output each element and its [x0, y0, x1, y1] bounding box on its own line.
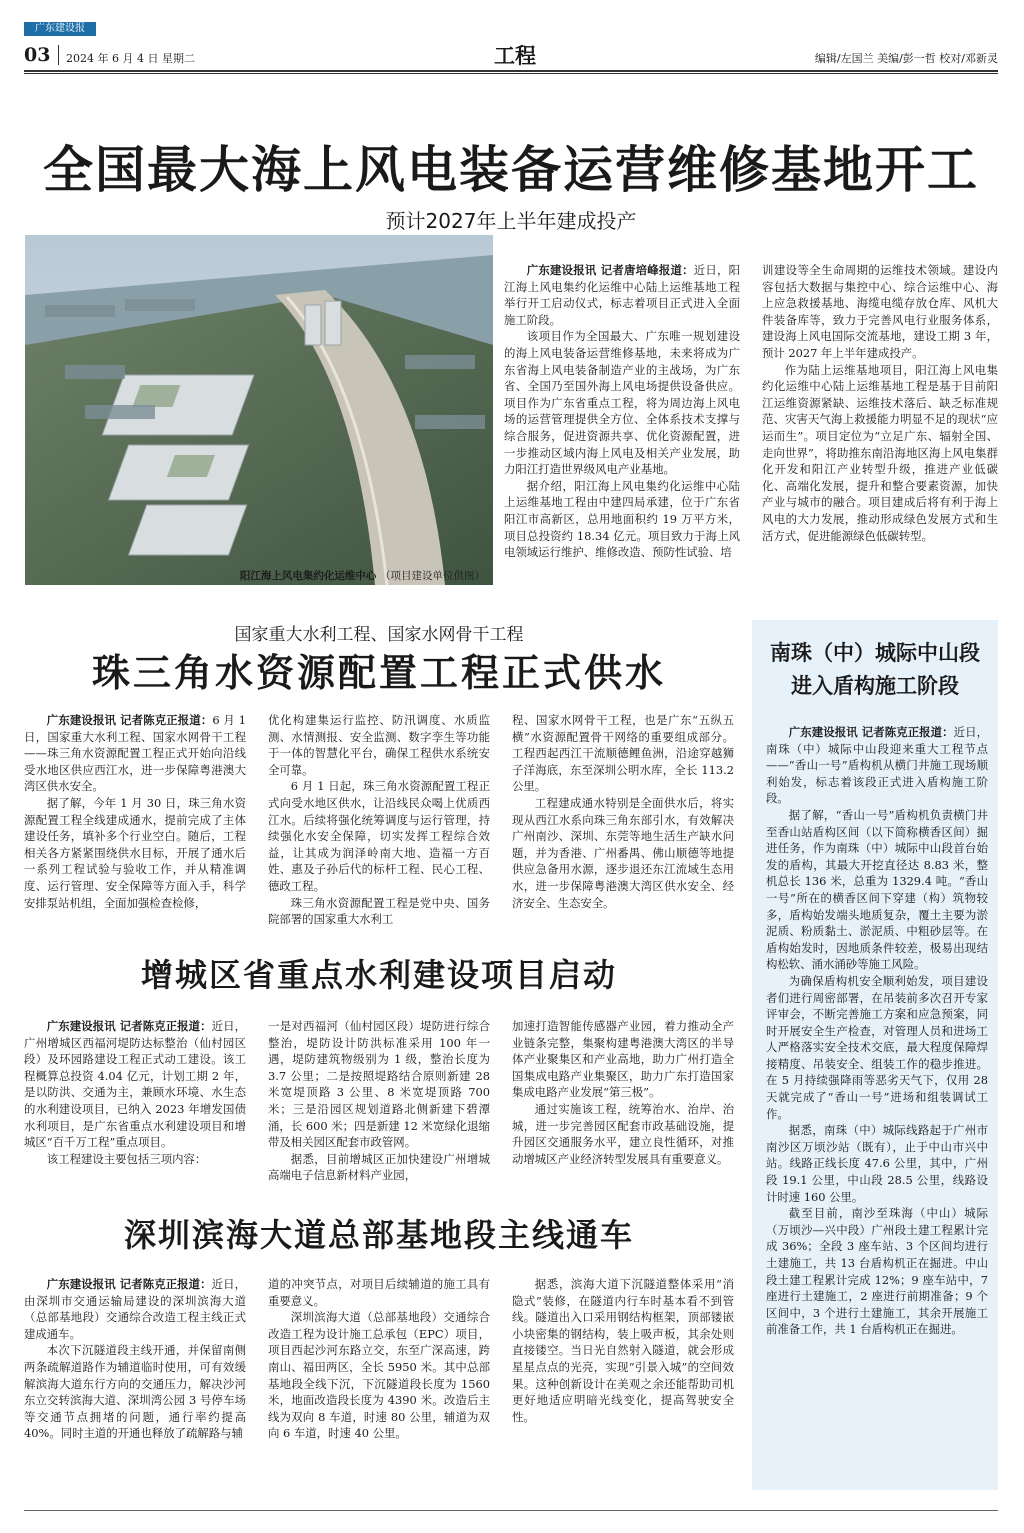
article2-column-1: [24, 712, 246, 911]
article3-column-2: [268, 1018, 490, 1184]
headline-shenzhen-binhai: 深圳滨海大道总部基地段主线通车: [123, 1216, 634, 1254]
article2-p6: 程、国家水网骨干工程，也是广东“五纵五横”水资源配置骨干网络的重要组成部分。工程西起西江干流顺德鲤鱼洲，沿途穿越狮子洋海底，东至深圳公明水库，全长 113.2 公里。: [512, 713, 734, 794]
article1-p4: 训建设等全生命周期的运维技术领域。建设内容包括大数据与集控中心、综合运维中心、海上应急救援基地、海缆电缆存放仓库、风机大件装备库等，致力于完善风电行业服务体系，建设海上风电国际交流基地，建设工期 3 年，预计 2027 年上半年建成投产。: [762, 263, 998, 360]
article1-kicker: 广东建设报讯 记者唐培峰报道：: [526, 263, 694, 277]
sidebar-headline-line1: 南珠（中）城际中山段: [770, 640, 980, 665]
header-rule: [24, 70, 998, 72]
article1-p1: 近日，阳江海上风电集约化运维中心陆上运维基地工程举行开工启动仪式，标志着项目正式进入全面施工阶段。: [504, 263, 740, 327]
headline-zengcheng-project: 增城区省重点水利建设项目启动: [140, 956, 617, 994]
article3-p3: 一是对西福河（仙村园区段）堤防进行综合整治，堤防设计防洪标准采用 100 年一遇，堤防建筑物级别为 1 级，整治长度为 3.7 公里；二是按照堤路结合原则新建 28 米宽堤顶路 3 公里、8 米宽堤顶路 700 米；三是沿园区规划道路北侧新建下碧潭涌，长 600 米；四是新建 12 米宽绿化退缩带及相关园区配套市政管网。: [268, 1019, 490, 1150]
headline-water-project: 珠三角水资源配置工程正式供水: [91, 650, 666, 695]
masthead-badge: 广东建设报: [24, 22, 96, 36]
header-divider: [58, 45, 59, 65]
page-number: 03: [24, 44, 51, 66]
caption-text: 阳江海上风电集约化运维中心: [239, 570, 377, 582]
issue-date: 2024 年 6 月 4 日 星期二: [66, 52, 195, 65]
article2-p2: 据了解，今年 1 月 30 日，珠三角水资源配置工程全线建成通水，提前完成了主体建设任务，填补多个行业空白。随后，工程相关各方紧紧围绕供水目标，开展了通水后一系列工程试验与验收工作，并从精准调度、运行管理、安全保障等方面入手，科学安排泵站机组，全面加强检查检修，: [24, 795, 246, 910]
article3-kicker: 广东建设报讯 记者陈克正报道：: [46, 1019, 212, 1033]
subheadline-water-project: 国家重大水利工程、国家水网骨干工程: [234, 625, 524, 645]
sidebar-p4: 据悉，南珠（中）城际线路起于广州市南沙区万顷沙站（既有），止于中山市兴中站。线路正线长度 47.6 公里，其中，广州段 19.1 公里，中山段 28.5 公里，线路设计时速 160 公里。: [766, 1123, 988, 1204]
section-title: 工程: [494, 44, 536, 68]
article4-p2: 本次下沉隧道段主线开通，并保留南侧两条疏解道路作为辅道临时使用，可有效缓解滨海大道东行方向的交通压力，解决沙河东立交转滨海大道、深圳湾公园 3 号停车场等交通节点拥堵的问题，通行率约提高 40%。同时主道的开通也释放了疏解路与辅: [24, 1343, 246, 1441]
article2-p7: 工程建成通水特别是全面供水后，将实现从西江水系向珠三角东部引水，有效解决广州南沙、深圳、东莞等地生活生产缺水问题，并为香港、广州番禺、佛山顺德等地提供应急备用水源，逐步退还东江流域生态用水，进一步保障粤港澳大湾区供水安全、经济安全、生态安全。: [512, 795, 734, 910]
article3-column-1: [24, 1018, 246, 1167]
article3-column-3: [512, 1018, 734, 1167]
article1-p3: 据介绍，阳江海上风电集约化运维中心陆上运维基地工程由中建四局承建，位于广东省阳江市高新区，总用地面积约 19 万平方米，项目总投资约 18.34 亿元。项目致力于海上风电领域运行维护、维修改造、预防性试验、培: [504, 478, 740, 560]
article2-p3: 优化构建集运行监控、防汛调度、水质监测、水情测报、安全监测、数字孪生等功能于一体的智慧化平台，确保工程供水系统安全可靠。: [268, 713, 490, 777]
sidebar-p1: 近日，南珠（中）城际中山段迎来重大工程节点——“香山一号”盾构机从横门井施工现场顺利始发，标志着该段正式进入盾构施工阶段。: [766, 725, 988, 806]
article4-p4: 深圳滨海大道（总部基地段）交通综合改造工程为设计施工总承包（EPC）项目，项目西起沙河东路立交，东至广深高速，跨南山、福田两区，全长 5950 米。其中总部基地段全线下沉，下沉隧道段长度为 1560 米，地面改造段长度为 4390 米。改造后主线为双向 8 车道，时速 80 公里，辅道为双向 6 车道，时速 40 公里。: [268, 1310, 490, 1441]
article2-column-2: [268, 712, 490, 928]
article3-p4: 据悉，目前增城区正加快建设广州增城高端电子信息新材料产业园，: [268, 1151, 490, 1183]
article3-p1: 近日，广州增城区西福河堤防达标整治（仙村园区段）及环园路建设工程正式动工建设。该工程概算总投资 4.04 亿元，计划工期 2 年，是以防洪、交通为主，兼顾水环境、水生态的水利建设项目，已纳入 2023 年增发国债水利项目，是广东省重点水利建设项目和增城区“百千万工程”重点项目。: [24, 1019, 246, 1150]
article3-p5: 加速打造智能传感器产业园，着力推动全产业链条完整，集聚构建粤港澳大湾区的半导体产业聚集区和产业高地，助力广州打造全国集成电路产业集聚区，助力广东打造国家集成电路产业发展“第三极”。: [512, 1019, 734, 1100]
editor-credits: 编辑/左国兰 美编/彭一哲 校对/邓新灵: [814, 52, 998, 65]
aerial-rendering-illustration: [25, 235, 493, 585]
article3-p2: 该工程建设主要包括三项内容：: [46, 1151, 207, 1166]
article3-p6: 通过实施该工程，统筹治水、治岸、治城，进一步完善园区配套市政基础设施，提升园区交通服务水平，建立良性循环，对推动增城区产业经济转型发展具有重要意义。: [512, 1101, 734, 1166]
article2-kicker: 广东建设报讯 记者陈克正报道：: [46, 713, 213, 727]
article4-column-3: [512, 1276, 734, 1425]
photo-caption: [25, 568, 493, 583]
header-rule-thin: [24, 73, 998, 74]
sidebar-kicker: 广东建设报讯 记者陈克正报道：: [788, 725, 954, 739]
article2-column-3: [512, 712, 734, 911]
caption-credit: （项目建设单位供图）: [380, 570, 485, 582]
article1-column-2: [762, 262, 998, 544]
article2-p1: 6 月 1 日，国家重大水利工程、国家水网骨干工程——珠三角水资源配置工程正式开始向沿线受水地区供应西江水，进一步保障粤港澳大湾区供水安全。: [24, 713, 246, 794]
article4-p3: 道的冲突节点，对项目后续辅道的施工具有重要意义。: [268, 1277, 490, 1308]
sidebar-headline: [752, 636, 998, 702]
article1-column-1: [504, 262, 740, 561]
article1-p5: 作为陆上运维基地项目，阳江海上风电集约化运维中心陆上运维基地工程是基于目前阳江运维资源紧缺、运维技术落后、缺乏标准规范、灾害天气海上救援能力明显不足的现状“应运而生”。项目定位为“立足广东、辐射全国、走向世界”，将助推东南沿海地区海上风电集群化开发和阳江产业转型升级，推进产业低碳化、高端化发展，提升和整合要素资源，加快产业与城市的融合。项目建成后将有利于海上风电的大力发展，推动形成绿色发展方式和生活方式，促进能源绿色低碳转型。: [762, 362, 998, 543]
sidebar-headline-line2: 进入盾构施工阶段: [791, 673, 959, 698]
article1-p2: 该项目作为全国最大、广东唯一规划建设的海上风电装备运营维修基地，未来将成为广东省海上风电装备制造产业的主战场，为广东省、全国乃至国外海上风电场提供设备供应。项目作为广东省重点工程，将为周边海上风电场的运营管理提供全方位、全体系技术支撑与综合服务，促进资源共享、优化资源配置，进一步推动区域内海上风电及相关产业发展，助力阳江打造世界级风电产业基地。: [504, 329, 740, 477]
footer-rule: [24, 1510, 998, 1511]
article2-p5: 珠三角水资源配置工程是党中央、国务院部署的国家重大水利工: [268, 895, 490, 927]
article4-p5: 据悉，滨海大道下沉隧道整体采用“消隐式”装修，在隧道内行车时基本看不到管线。隧道出入口采用钢结构框架，顶部镂嵌小块密集的钢结构，装上吸声板，其余处则直接镂空。当日光自然射入隧道，就会形成星星点点的光亮，实现“引景入城”的空间效果。这种创新设计在美观之余还能帮助司机更好地适应明暗光线变化，提高驾驶安全性。: [512, 1277, 734, 1424]
sidebar-p3: 为确保盾构机安全顺利始发，项目建设者们进行周密部署，在吊装前多次召开专家评审会，不断完善施工方案和应急预案，同时开展安全生产检查，对管理人员和进场工人严格落实安全技术交底，最大程度保障焊接精度、吊装安全、组装工作的稳步推进。在 5 月持续强降雨等恶劣天气下，仅用 28 天就完成了“香山一号”进场和组装调试工作。: [766, 973, 988, 1121]
headline-wind-power-base: 全国最大海上风电装备运营维修基地开工: [43, 140, 979, 199]
article4-p1: 近日，由深圳市交通运输局建设的深圳滨海大道（总部基地段）交通综合改造工程主线正式建成通车。: [24, 1277, 246, 1341]
article2-p4: 6 月 1 日起，珠三角水资源配置工程正式向受水地区供水，让沿线民众喝上优质西江水。后续将强化统筹调度与运行管理，持续强化水安全保障，切实发挥工程综合效益，让其成为润泽岭南大地、造福一方百姓、惠及子孙后代的标杆工程、民心工程、德政工程。: [268, 779, 490, 893]
rendering-photo: [25, 235, 493, 585]
sidebar-column: [766, 724, 988, 1338]
sidebar-p2: 据了解，“香山一号”盾构机负责横门井至香山站盾构区间（以下简称横香区间）掘进任务，作为南珠（中）城际中山段首台始发的盾构，其最大开挖直径达 8.83 米，整机总长 136 米，总重为 1329.4 吨。“香山一号”所在的横香区间下穿建（构）筑物较多，盾构始发端头地质复杂，覆土主要为淤泥质、粉质黏土、淤泥质、中粗砂层等。在盾构始发时，因地质条件较差，极易出现结构松软、涌水涌砂等施工风险。: [766, 807, 988, 972]
sidebar-p5: 截至目前，南沙至珠海（中山）城际（万顷沙—兴中段）广州段土建工程累计完成 36%；全段 3 座车站、3 个区间均进行土建施工，共 13 台盾构机正在掘进。中山段土建工程累计完成 12%；9 座车站中，7 座进行土建施工，2 座进行前期准备；9 个区间中，3 个进行土建施工，其余开展施工前准备工作，共 1 台盾构机正在掘进。: [766, 1206, 988, 1337]
subheadline-wind-power-base: 预计2027年上半年建成投产: [385, 209, 637, 233]
article4-column-1: [24, 1276, 246, 1442]
article4-kicker: 广东建设报讯 记者陈克正报道：: [46, 1277, 212, 1291]
article4-column-2: [268, 1276, 490, 1442]
